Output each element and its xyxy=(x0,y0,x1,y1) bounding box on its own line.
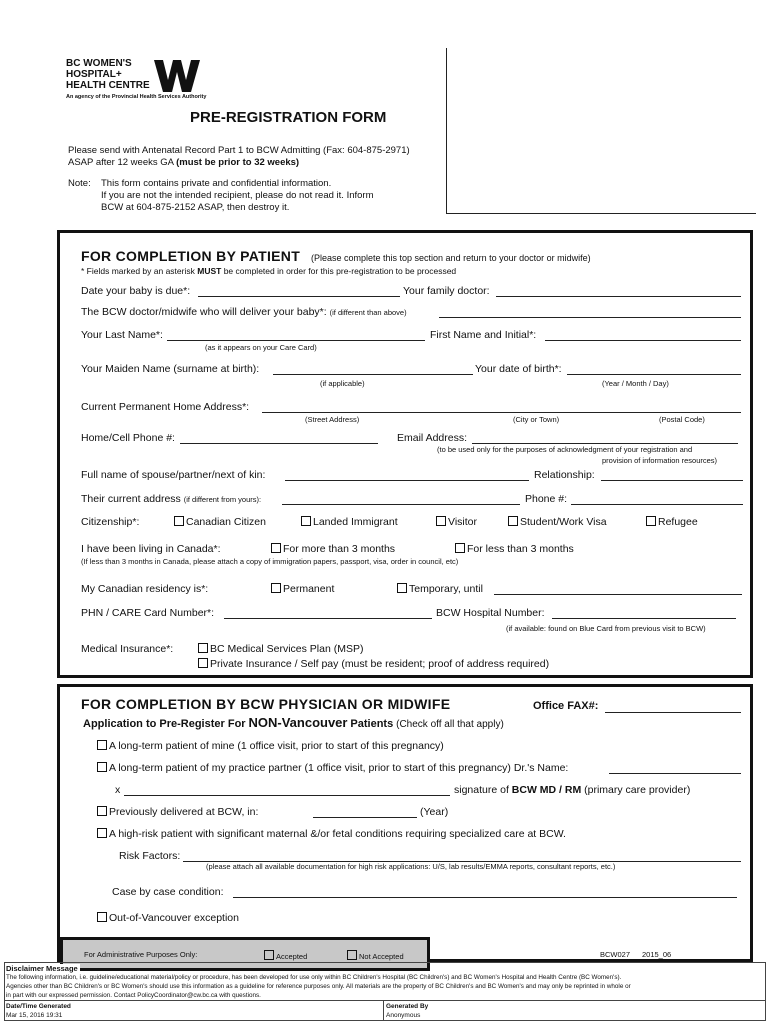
asterisk-start: * Fields marked by an asterisk xyxy=(81,266,195,276)
logo xyxy=(66,58,216,104)
office-fax-field[interactable] xyxy=(605,702,741,713)
last-name-field[interactable] xyxy=(167,330,425,341)
case-label: Case by case condition: xyxy=(112,886,224,898)
opt3-option[interactable] xyxy=(97,806,258,818)
logo-line3: HEALTH CENTRE xyxy=(66,80,150,91)
office-fax-label: Office FAX#: xyxy=(533,700,599,712)
phone-label: Home/Cell Phone #: xyxy=(81,432,175,444)
asterisk-bold: MUST xyxy=(197,266,222,276)
their-address-row xyxy=(81,493,261,506)
opt4-label: A high-risk patient with significant maternal &/or fetal conditions requiring specialized care at BCW. xyxy=(109,828,566,840)
apply-big: NON-Vancouver xyxy=(248,715,348,730)
disclaimer-col-divider xyxy=(383,1000,384,1021)
cit-visitor-option[interactable] xyxy=(436,516,477,528)
apply-row xyxy=(83,717,504,731)
note-label: Note: xyxy=(68,178,91,189)
checkbox-icon[interactable] xyxy=(436,516,446,526)
residency-temporary-option[interactable] xyxy=(397,583,483,595)
note-line3: BCW at 604-875-2152 ASAP, then destroy it. xyxy=(101,202,290,213)
cit-visitor-label: Visitor xyxy=(448,516,477,528)
maiden-label: Your Maiden Name (surname at birth): xyxy=(81,363,260,375)
due-date-label: Date your baby is due*: xyxy=(81,285,191,297)
patient-heading-row xyxy=(81,250,591,264)
signature-field[interactable] xyxy=(124,785,450,796)
form-date: 2015_06 xyxy=(642,950,672,959)
cit-student-label: Student/Work Visa xyxy=(520,516,607,528)
cit-canadian-label: Canadian Citizen xyxy=(186,516,266,528)
header-divider-horizontal xyxy=(446,213,756,214)
opt4-option[interactable] xyxy=(97,828,566,840)
email-note-line2: provision of information resources) xyxy=(602,456,718,465)
city-note: (City or Town) xyxy=(513,415,560,424)
deliver-row xyxy=(81,306,407,319)
residency-permanent-option[interactable] xyxy=(271,583,334,595)
checkbox-icon[interactable] xyxy=(198,643,208,653)
family-doctor-field[interactable] xyxy=(496,286,741,297)
living-less-label: For less than 3 months xyxy=(467,543,574,555)
risk-label: Risk Factors: xyxy=(119,850,181,862)
signature-end: (primary care provider) xyxy=(584,784,691,796)
admin-accepted-option[interactable] xyxy=(264,950,307,961)
permanent-label: Permanent xyxy=(283,583,335,595)
intro-line2 xyxy=(68,157,299,169)
checkbox-icon[interactable] xyxy=(97,762,107,772)
cit-landed-option[interactable] xyxy=(301,516,398,528)
intro-line2-start: ASAP after 12 weeks GA xyxy=(68,157,174,168)
asterisk-end: be completed in order for this pre-registration to be processed xyxy=(223,266,457,276)
risk-field[interactable] xyxy=(183,851,741,862)
physician-heading-row xyxy=(81,698,450,712)
apply-note: (Check off all that apply) xyxy=(396,719,504,730)
physician-heading: FOR COMPLETION BY BCW PHYSICIAN OR MIDWIFE xyxy=(81,696,451,712)
dob-label: Your date of birth*: xyxy=(475,363,562,375)
admin-label: For Administrative Purposes Only: xyxy=(84,950,198,959)
accepted-label: Accepted xyxy=(276,952,308,961)
living-more-label: For more than 3 months xyxy=(283,543,396,555)
note-line1: This form contains private and confidential information. xyxy=(101,178,332,189)
checkbox-icon[interactable] xyxy=(174,516,184,526)
case-field[interactable] xyxy=(233,887,737,898)
note-line2: If you are not the intended recipient, please do not read it. Inform xyxy=(101,190,374,201)
cit-refugee-label: Refugee xyxy=(658,516,698,528)
email-label: Email Address: xyxy=(397,432,468,444)
dr-name-field[interactable] xyxy=(609,763,741,774)
checkbox-icon[interactable] xyxy=(97,828,107,838)
private-label: Private Insurance / Self pay (must be resident; proof of address required) xyxy=(210,658,550,670)
checkbox-icon[interactable] xyxy=(264,950,274,960)
cit-canadian-option[interactable] xyxy=(174,516,266,528)
checkbox-icon[interactable] xyxy=(646,516,656,526)
signature-start: signature of xyxy=(454,784,509,796)
relationship-field[interactable] xyxy=(601,470,743,481)
living-label: I have been living in Canada*: xyxy=(81,543,221,555)
if-applicable-note: (if applicable) xyxy=(320,379,365,388)
deliver-label: The BCW doctor/midwife who will deliver your baby*: xyxy=(81,306,327,318)
last-name-label: Your Last Name*: xyxy=(81,329,163,341)
their-phone-label: Phone #: xyxy=(525,493,568,505)
generated-value: Mar 15, 2016 19:31 xyxy=(6,1012,63,1019)
spouse-label: Full name of spouse/partner/next of kin: xyxy=(81,469,266,481)
maiden-field[interactable] xyxy=(273,364,473,375)
address-field[interactable] xyxy=(262,402,741,413)
w-logo-icon xyxy=(154,60,204,92)
dob-format-note: (Year / Month / Day) xyxy=(602,379,669,388)
their-address-field[interactable] xyxy=(282,494,520,505)
residency-label: My Canadian residency is*: xyxy=(81,583,209,595)
cit-refugee-option[interactable] xyxy=(646,516,698,528)
apply-start: Application to Pre-Register For xyxy=(83,718,246,730)
opt1-option[interactable] xyxy=(97,740,444,752)
signature-bold: BCW MD / RM xyxy=(511,784,582,796)
their-address-label: Their current address xyxy=(81,493,181,505)
patient-heading-note: (Please complete this top section and return to your doctor or midwife) xyxy=(310,253,591,263)
checkbox-icon[interactable] xyxy=(271,543,281,553)
family-doctor-label: Your family doctor: xyxy=(403,285,490,297)
generated-label: Date/Time Generated xyxy=(6,1003,71,1010)
checkbox-icon[interactable] xyxy=(455,543,465,553)
address-label: Current Permanent Home Address*: xyxy=(81,401,250,413)
first-name-field[interactable] xyxy=(545,330,741,341)
admin-not-accepted-option[interactable] xyxy=(347,950,404,961)
bcw-number-label: BCW Hospital Number: xyxy=(436,607,545,619)
logo-agency: An agency of the Provincial Health Services Authority xyxy=(66,94,207,100)
disclaimer-line3: in part with our expressed permission. Contact PolicyCoordinator@cw.bc.ca with questions. xyxy=(6,992,261,999)
header-divider-vertical xyxy=(446,48,447,214)
phn-field[interactable] xyxy=(224,608,432,619)
generated-by-label: Generated By xyxy=(386,1003,429,1010)
msp-option[interactable] xyxy=(198,643,363,655)
signature-row xyxy=(454,784,690,796)
private-option[interactable] xyxy=(198,658,549,670)
dob-field[interactable] xyxy=(567,364,741,375)
checkbox-icon[interactable] xyxy=(97,912,107,922)
checkbox-icon[interactable] xyxy=(198,658,208,668)
checkbox-icon[interactable] xyxy=(508,516,518,526)
phone-field[interactable] xyxy=(180,433,378,444)
checkbox-icon[interactable] xyxy=(271,583,281,593)
generated-by-value: Anonymous xyxy=(386,1012,421,1019)
due-date-field[interactable] xyxy=(198,286,400,297)
their-address-note: (if different from yours): xyxy=(183,495,262,504)
temporary-until-field[interactable] xyxy=(494,584,742,595)
deliver-note: (if different than above) xyxy=(329,308,407,317)
email-note-line1: (to be used only for the purposes of acknowledgment of your registration and xyxy=(437,445,693,454)
living-more-option[interactable] xyxy=(271,543,395,555)
not-accepted-label: Not Accepted xyxy=(359,952,404,961)
cit-landed-label: Landed Immigrant xyxy=(313,516,398,528)
disclaimer-line2: Agencies other than BC Children's or BC Women's should use this information as a guideline for reference purposes only. All materials are the property of BC Children's and BC Women's and may only be reprinted in whole or xyxy=(6,983,631,990)
postal-note: (Postal Code) xyxy=(659,415,705,424)
logo-line1: BC WOMEN'S xyxy=(66,58,132,69)
checkbox-icon[interactable] xyxy=(97,740,107,750)
intro-line2-bold: (must be prior to 32 weeks) xyxy=(176,157,300,168)
bcw-number-field[interactable] xyxy=(552,608,736,619)
checkbox-icon[interactable] xyxy=(97,806,107,816)
their-phone-field[interactable] xyxy=(571,494,743,505)
deliver-field[interactable] xyxy=(439,307,741,318)
bcw-number-note: (if available: found on Blue Card from previous visit to BCW) xyxy=(506,624,706,633)
asterisk-note xyxy=(81,265,456,277)
living-note: (If less than 3 months in Canada, please attach a copy of immigration papers, passport, visa, order in council, etc) xyxy=(81,557,459,566)
opt2-option[interactable] xyxy=(97,762,568,774)
opt5-label: Out-of-Vancouver exception xyxy=(109,912,239,924)
first-name-label: First Name and Initial*: xyxy=(430,329,537,341)
checkbox-icon[interactable] xyxy=(301,516,311,526)
opt5-option[interactable] xyxy=(97,912,239,924)
disclaimer-divider xyxy=(4,1000,766,1001)
citizenship-label: Citizenship*: xyxy=(81,516,140,528)
relationship-label: Relationship: xyxy=(534,469,595,481)
street-note: (Street Address) xyxy=(305,415,360,424)
risk-note: (please attach all available documentation for high risk applications: U/S, lab results/EMMA reports, consultant reports, etc.) xyxy=(206,862,616,871)
spouse-field[interactable] xyxy=(285,470,529,481)
opt2-label: A long-term patient of my practice partner (1 office visit, prior to start of this pregnancy) Dr.'s Name: xyxy=(109,762,569,774)
opt3-label: Previously delivered at BCW, in: xyxy=(109,806,259,818)
email-field[interactable] xyxy=(472,433,738,444)
checkbox-icon[interactable] xyxy=(397,583,407,593)
form-code: BCW027 xyxy=(600,950,631,959)
disclaimer-title: Disclaimer Message xyxy=(6,964,78,973)
x-mark: x xyxy=(115,784,121,796)
patient-heading: FOR COMPLETION BY PATIENT xyxy=(81,248,301,264)
living-less-option[interactable] xyxy=(455,543,574,555)
year-label: (Year) xyxy=(420,806,449,818)
intro-line1: Please send with Antenatal Record Part 1 to BCW Admitting (Fax: 604-875-2971) xyxy=(68,145,410,156)
delivered-year-field[interactable] xyxy=(313,807,417,818)
checkbox-icon[interactable] xyxy=(347,950,357,960)
apply-patients: Patients xyxy=(350,718,394,730)
page-title: PRE-REGISTRATION FORM xyxy=(190,109,387,126)
disclaimer-line1: The following information, i.e. guideline/educational material/policy or procedure, has been developed for use only within BC Children's Hospital (BC Children's) and BC Women's Hospital and Health Centre (BC Women's). xyxy=(6,974,622,981)
temporary-label: Temporary, until xyxy=(409,583,483,595)
logo-line2: HOSPITAL+ xyxy=(66,69,122,80)
msp-label: BC Medical Services Plan (MSP) xyxy=(210,643,364,655)
phn-label: PHN / CARE Card Number*: xyxy=(81,607,215,619)
insurance-label: Medical Insurance*: xyxy=(81,643,174,655)
cit-student-option[interactable] xyxy=(508,516,607,528)
opt1-label: A long-term patient of mine (1 office visit, prior to start of this pregnancy) xyxy=(109,740,444,752)
care-card-note: (as it appears on your Care Card) xyxy=(205,343,317,352)
